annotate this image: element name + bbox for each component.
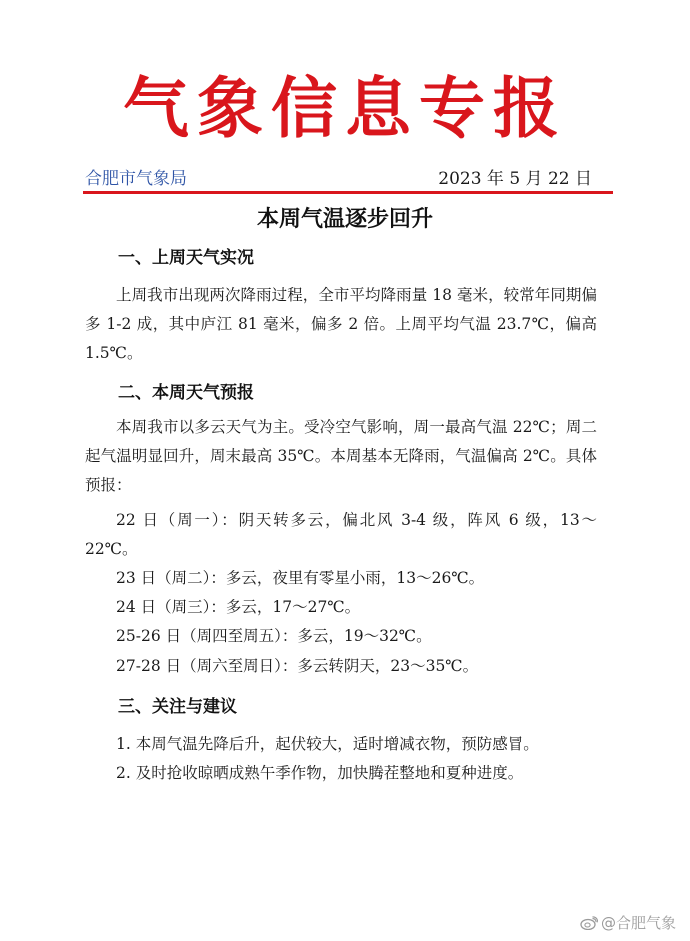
advice-item: 1. 本周气温先降后升，起伏较大，适时增减衣物，预防感冒。	[116, 735, 539, 753]
forecast-item: 22 日（周一）：阴天转多云，偏北风 3-4 级，阵风 6 级，13～22℃。	[85, 511, 597, 558]
section-heading-last-week: 一、上周天气实况	[118, 248, 254, 268]
weibo-icon	[580, 916, 598, 930]
forecast-item: 27-28 日（周六至周日）：多云转阴天，23～35℃。	[116, 657, 479, 675]
section-heading-advice: 三、关注与建议	[118, 697, 237, 717]
masthead-title: 气象信息专报	[123, 69, 567, 147]
advice-item: 2. 及时抢收晾晒成熟午季作物，加快腾茬整地和夏种进度。	[116, 764, 524, 782]
document-title: 本周气温逐步回升	[256, 207, 433, 232]
issuer-name: 合肥市气象局	[85, 169, 187, 189]
section-paragraph-forecast: 本周我市以多云天气为主。受冷空气影响，周一最高气温 22℃；周二起气温明显回升，周末最高 35℃。本周基本无降雨，气温偏高 2℃。具体预报：	[85, 418, 597, 494]
forecast-item: 25-26 日（周四至周五）：多云，19～32℃。	[116, 627, 432, 645]
forecast-item: 24 日（周三）：多云，17～27℃。	[116, 598, 361, 616]
issue-date: 2023 年 5 月 22 日	[438, 169, 592, 189]
forecast-item: 23 日（周二）：多云，夜里有零星小雨，13～26℃。	[116, 569, 485, 587]
section-paragraph-last-week: 上周我市出现两次降雨过程，全市平均降雨量 18 毫米，较常年同期偏多 1-2 成，其中庐江 81 毫米，偏多 2 倍。上周平均气温 23.7℃，偏高 1.5℃。	[85, 286, 597, 362]
section-heading-forecast: 二、本周天气预报	[118, 383, 254, 403]
watermark-text: @合肥气象	[600, 914, 676, 932]
header-rule	[83, 191, 613, 194]
source-watermark	[580, 912, 676, 933]
